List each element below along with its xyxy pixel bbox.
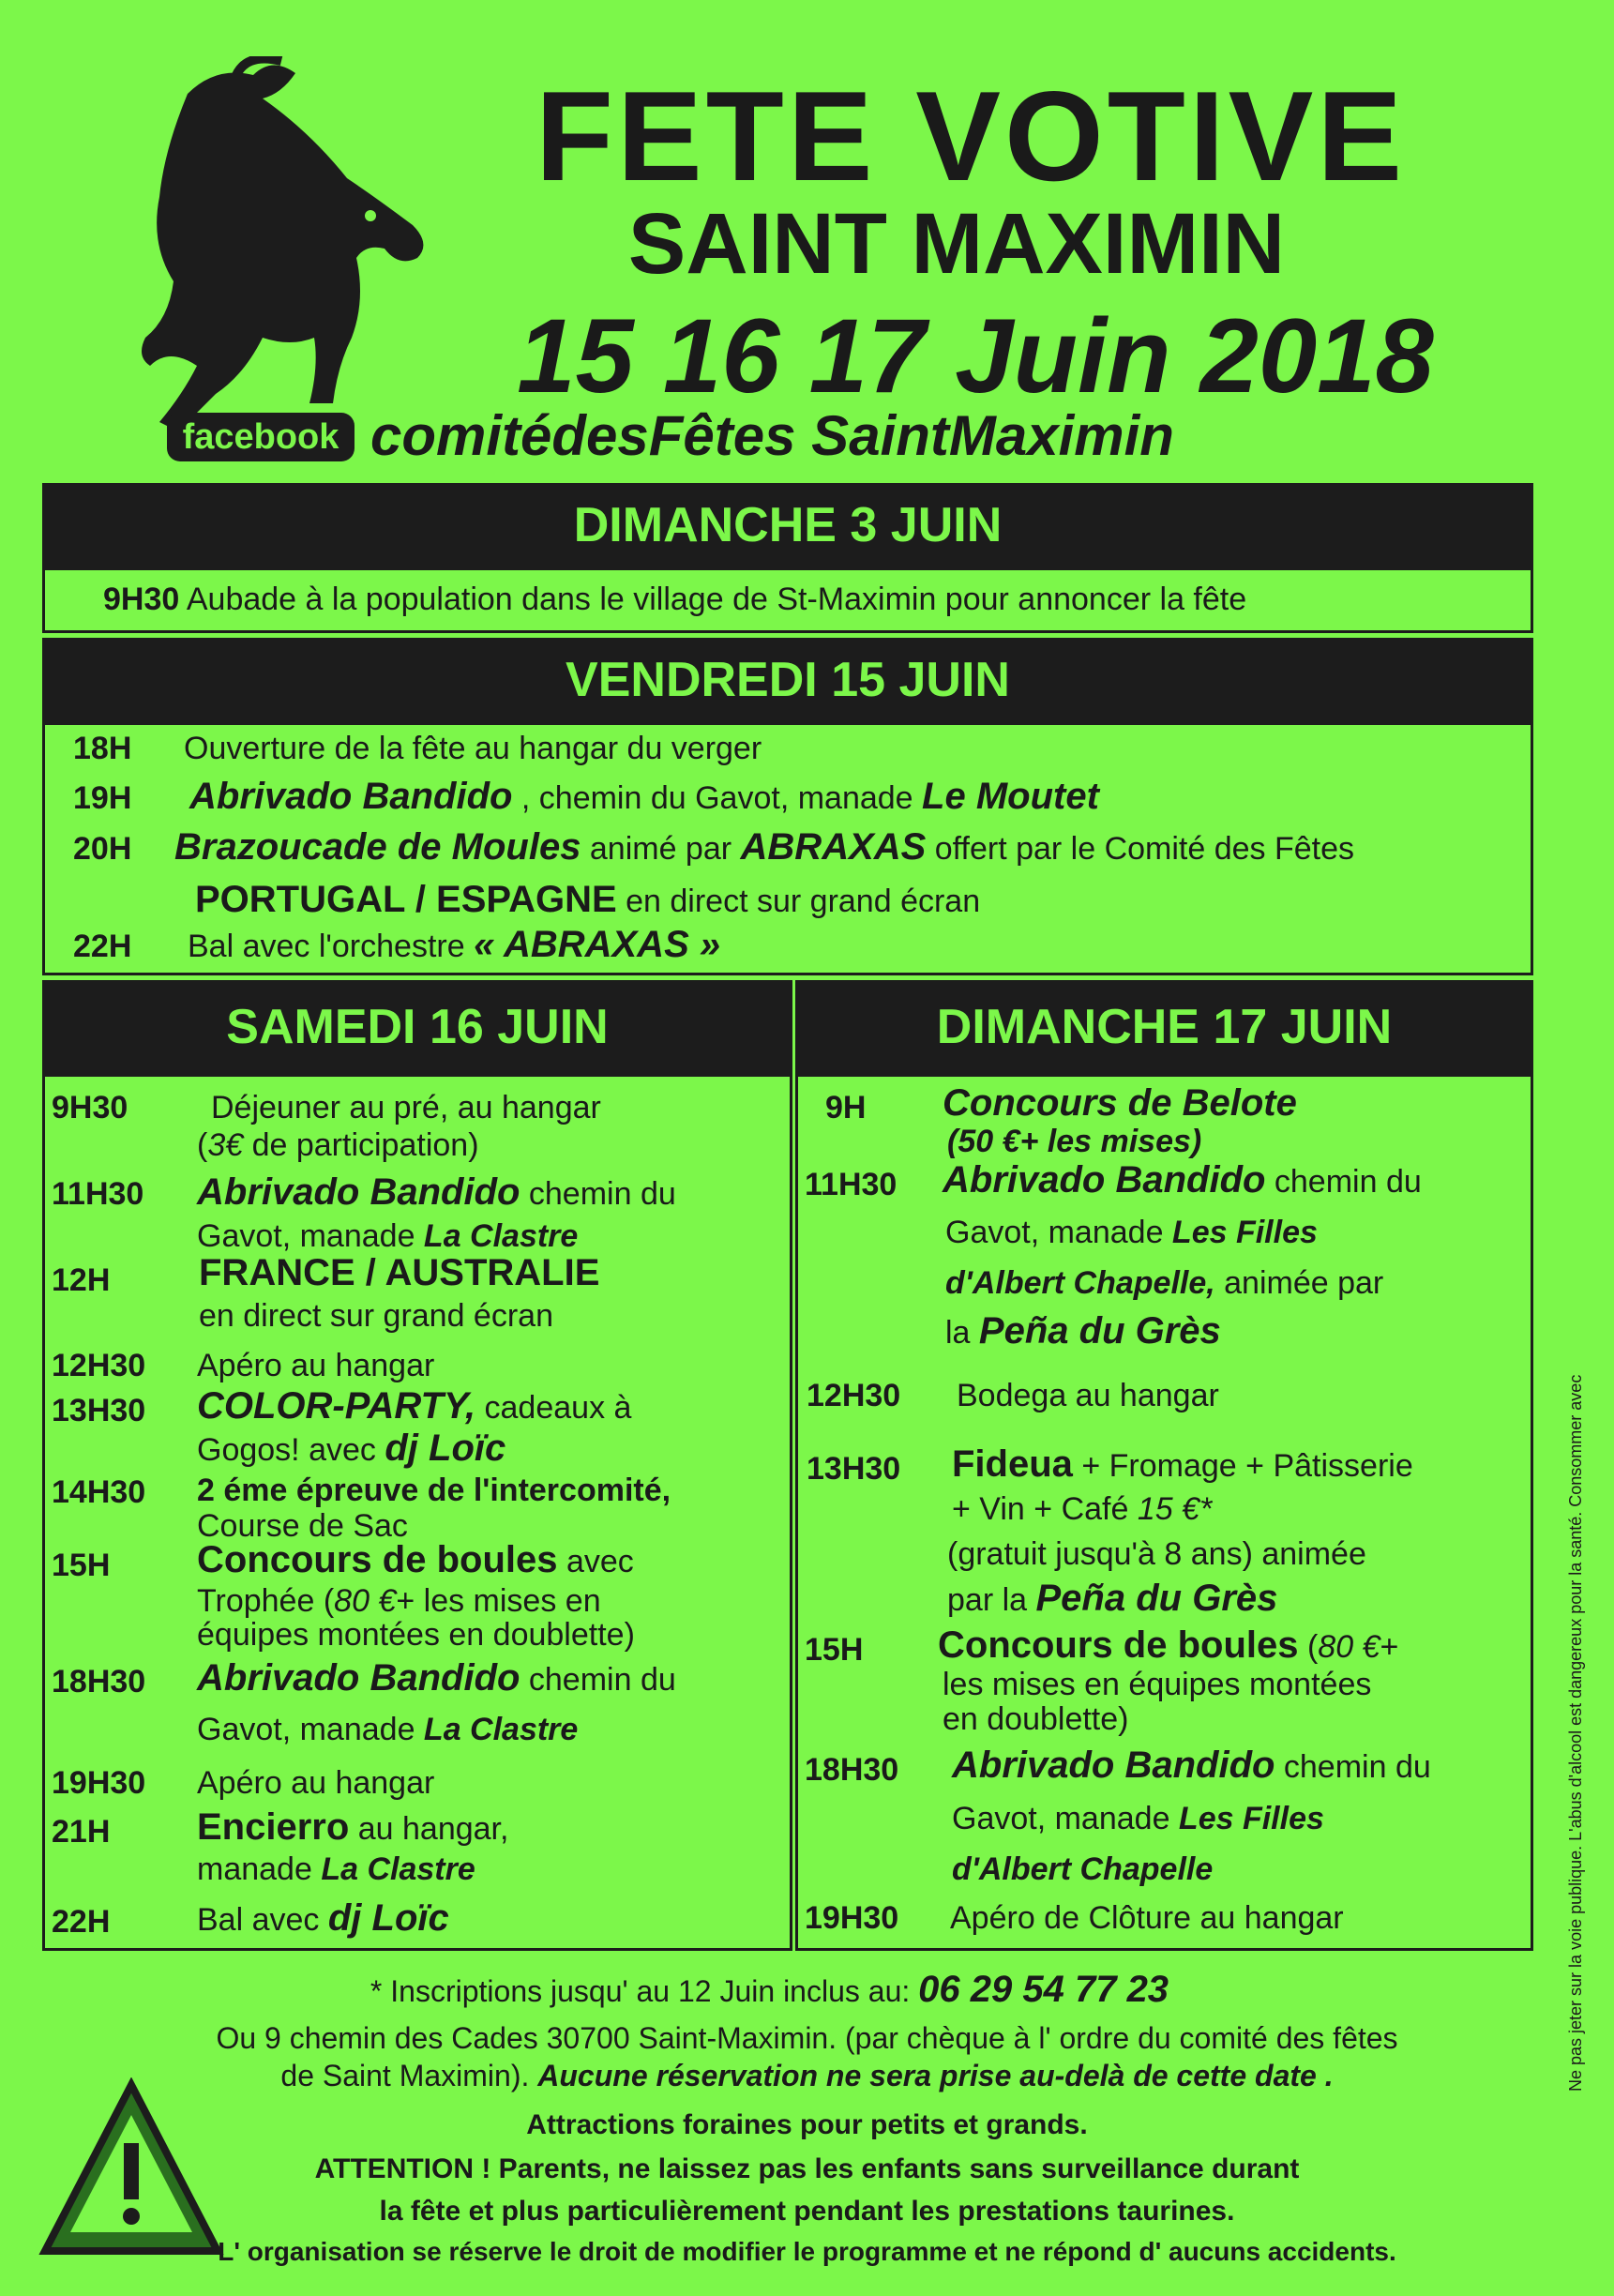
activity-text: offert par le Comité des Fêtes	[926, 831, 1355, 867]
schedule-row	[73, 777, 1099, 818]
activity-line	[947, 1122, 1201, 1161]
activity-text: Bal avec l'orchestre	[188, 929, 475, 964]
time-label: 13H30	[52, 1393, 146, 1428]
activity-highlight: Concours de boules	[197, 1539, 558, 1580]
activity-text: cadeaux à	[475, 1390, 632, 1426]
activity-text: Ouverture de la fête au hangar du verger	[184, 731, 762, 766]
time-label: 14H30	[52, 1474, 146, 1510]
manade-name: La Clastre	[423, 1218, 579, 1254]
activity-line	[947, 1578, 1277, 1620]
activity-text: (gratuit jusqu'à 8 ans) animée	[947, 1536, 1366, 1572]
activity-line	[197, 1386, 631, 1427]
schedule-row	[52, 1391, 145, 1430]
activity-highlight: Abrivado Bandido	[197, 1171, 520, 1213]
activity-text: 2 éme épreuve de l'intercomité,	[197, 1473, 671, 1508]
schedule-row	[52, 1088, 128, 1127]
activity-text: chemin du	[1275, 1749, 1431, 1785]
schedule-row	[805, 1630, 863, 1669]
schedule-row	[52, 1812, 110, 1851]
schedule-row	[825, 1088, 866, 1127]
band-name: « ABRAXAS »	[474, 924, 721, 965]
activity-line	[211, 1088, 601, 1127]
activity-text: Aubade à la population dans le village de St-Maximin pour annoncer la fête	[186, 582, 1247, 617]
schedule-row	[73, 729, 762, 768]
manade-name: Les Filles	[1171, 1215, 1318, 1250]
time-label: 20H	[73, 831, 132, 867]
time-label: 11H30	[805, 1167, 898, 1202]
activity-text: en direct sur grand écran	[616, 884, 981, 919]
activity-text: (	[1298, 1629, 1319, 1665]
manade-name: La Clastre	[321, 1851, 475, 1887]
time-label: 11H30	[52, 1176, 144, 1212]
activity-line	[943, 1665, 1371, 1704]
activity-line	[197, 1346, 434, 1385]
pena-name: Peña du Grès	[978, 1310, 1221, 1352]
activity-line	[199, 1253, 599, 1294]
match-name: PORTUGAL / ESPAGNE	[195, 879, 617, 920]
event-title: FETE VOTIVE	[535, 65, 1407, 207]
time-label: 13H30	[807, 1451, 901, 1487]
activity-text: de participation)	[243, 1127, 479, 1163]
schedule-row	[52, 1261, 110, 1300]
activity-line	[197, 1658, 676, 1699]
time-label: 22H	[73, 929, 132, 964]
schedule-row	[52, 1546, 110, 1585]
activity-text: les mises en équipes montées	[943, 1667, 1372, 1702]
manade-name: La Clastre	[423, 1712, 579, 1747]
schedule-row	[52, 1902, 110, 1941]
activity-line	[945, 1263, 1383, 1303]
price: (50 €+ les mises)	[947, 1124, 1202, 1159]
schedule-row	[195, 880, 980, 921]
activity-text: Gogos! avec	[197, 1432, 385, 1468]
footer-text: * Inscriptions jusqu' au 12 Juin inclus au:	[370, 1974, 919, 2008]
time-label: 12H30	[807, 1378, 901, 1413]
activity-text: Gavot, manade	[197, 1712, 424, 1747]
activity-line	[197, 1471, 671, 1510]
activity-highlight: Concours de boules	[938, 1624, 1299, 1666]
price: 3€	[207, 1127, 244, 1163]
activity-line	[197, 1763, 434, 1803]
footer-address: Ou 9 chemin des Cades 30700 Saint-Maximin. (par chèque à l' ordre du comité des fêtes	[216, 2021, 1398, 2055]
footer-attention: ATTENTION ! Parents, ne laissez pas les enfants sans surveillance durant	[314, 2153, 1300, 2184]
activity-line	[197, 1428, 505, 1470]
activity-text: au hangar,	[349, 1811, 509, 1847]
price: 80 €	[334, 1583, 397, 1619]
activity-text: Course de Sac	[197, 1508, 408, 1544]
activity-text: animée par	[1214, 1265, 1384, 1301]
activity-text: équipes montées en doublette)	[197, 1617, 635, 1653]
facebook-page-name: comitédesFêtes SaintMaximin	[370, 404, 1174, 467]
schedule-row	[73, 925, 720, 966]
activity-text: Bodega au hangar	[957, 1378, 1219, 1413]
schedule-row	[52, 1662, 145, 1701]
event-dates: 15 16 17 Juin 2018	[517, 297, 1434, 415]
activity-text: chemin du	[1265, 1164, 1422, 1200]
time-label: 12H	[52, 1262, 111, 1298]
activity-line	[197, 1125, 479, 1165]
dj-name: dj Loïc	[327, 1897, 449, 1939]
activity-highlight: Encierro	[197, 1806, 350, 1848]
footer-taurine: la fête et plus particulièrement pendant les prestations taurines.	[379, 2196, 1235, 2227]
footer-text: de Saint Maximin).	[280, 2059, 538, 2092]
activity-line	[197, 1710, 578, 1749]
activity-line	[957, 1376, 1219, 1415]
activity-line	[943, 1083, 1297, 1125]
warning-triangle-icon	[38, 2077, 225, 2260]
activity-line	[197, 1850, 475, 1889]
activity-text: Apéro de Clôture au hangar	[950, 1900, 1344, 1936]
activity-line	[938, 1625, 1398, 1667]
schedule-row-dimanche-3	[103, 580, 1246, 619]
time-label: 22H	[52, 1904, 111, 1940]
activity-line	[943, 1699, 1129, 1739]
activity-text: Bal avec	[197, 1902, 328, 1938]
manade-name: Le Moutet	[922, 776, 1099, 817]
activity-text: en direct sur grand écran	[199, 1298, 553, 1334]
schedule-row	[805, 1750, 898, 1790]
dj-name: dj Loïc	[385, 1427, 506, 1469]
activity-text: Gavot, manade	[945, 1215, 1172, 1250]
activity-text: avec	[557, 1544, 634, 1579]
activity-highlight: Concours de Belote	[943, 1082, 1297, 1124]
activity-text: + Vin + Café	[952, 1491, 1138, 1527]
time-label: 9H30	[103, 582, 180, 617]
activity-line	[197, 1216, 578, 1256]
activity-line	[945, 1213, 1318, 1252]
activity-highlight: Fideua	[952, 1443, 1073, 1485]
time-label: 15H	[805, 1632, 864, 1668]
footer-warning: Aucune réservation ne sera prise au-delà de cette date .	[537, 2059, 1334, 2092]
phone-number: 06 29 54 77 23	[918, 1969, 1169, 2010]
schedule-row	[73, 827, 1354, 869]
schedule-row	[52, 1763, 145, 1803]
schedule-row	[807, 1376, 900, 1415]
manade-name: d'Albert Chapelle	[952, 1851, 1214, 1887]
activity-text: chemin du	[520, 1176, 676, 1212]
activity-line	[947, 1534, 1366, 1574]
time-label: 18H30	[52, 1664, 146, 1699]
schedule-row	[807, 1449, 900, 1488]
footer-disclaimer: L' organisation se réserve le droit de modifier le programme et ne répond d' aucuns accidents.	[218, 2237, 1396, 2266]
section-heading-vendredi: VENDREDI 15 JUIN	[42, 638, 1533, 722]
footer-attractions: Attractions foraines pour petits et grands.	[526, 2109, 1088, 2140]
time-label: 21H	[52, 1814, 111, 1850]
activity-line	[943, 1160, 1422, 1201]
activity-highlight: Abrivado Bandido	[952, 1745, 1275, 1786]
schedule-row	[52, 1346, 145, 1385]
section-heading-dimanche-3: DIMANCHE 3 JUIN	[42, 483, 1533, 567]
time-label: 15H	[52, 1548, 111, 1583]
event-location: SAINT MAXIMIN	[627, 196, 1286, 292]
time-label: 9H	[825, 1090, 867, 1125]
activity-highlight: Abrivado Bandido	[189, 776, 513, 817]
bull-illustration	[131, 56, 441, 450]
activity-text: Gavot, manade	[197, 1218, 424, 1254]
activity-line	[197, 1807, 508, 1849]
activity-text: , chemin du Gavot, manade	[512, 780, 923, 816]
activity-line	[197, 1172, 676, 1214]
activity-highlight: Abrivado Bandido	[197, 1657, 520, 1699]
time-label: 12H30	[52, 1348, 146, 1383]
schedule-row	[805, 1165, 897, 1204]
match-name: FRANCE / AUSTRALIE	[199, 1252, 600, 1293]
activity-text: Gavot, manade	[952, 1801, 1179, 1836]
footer-reservation	[0, 2056, 1614, 2095]
activity-text: chemin du	[520, 1662, 676, 1698]
activity-line	[197, 1615, 635, 1654]
activity-highlight: COLOR-PARTY,	[197, 1385, 476, 1427]
footer-inscriptions	[0, 1970, 1576, 2011]
activity-text: en doublette)	[943, 1701, 1129, 1737]
activity-text: Trophée (	[197, 1583, 335, 1619]
section-heading-dimanche-17: DIMANCHE 17 JUIN	[795, 980, 1533, 1074]
schedule-row	[805, 1898, 898, 1938]
activity-text: + Fromage + Pâtisserie	[1072, 1448, 1413, 1484]
activity-line	[952, 1489, 1212, 1529]
activity-text: Apéro au hangar	[197, 1765, 435, 1801]
activity-highlight: Abrivado Bandido	[943, 1159, 1266, 1201]
time-label: 19H	[73, 780, 132, 816]
time-label: 18H	[73, 731, 132, 766]
activity-text: + les mises en	[396, 1583, 601, 1619]
time-label: 9H30	[52, 1090, 128, 1125]
activity-line	[952, 1850, 1213, 1889]
activity-line	[952, 1444, 1413, 1486]
activity-line	[952, 1799, 1324, 1838]
side-health-notice: Ne pas jeter sur la voie publique. L'abus d'alcool est dangereux pour la santé. Consommer avec	[1566, 1374, 1585, 2092]
activity-text: animé par	[581, 831, 741, 867]
activity-line	[197, 1540, 634, 1581]
time-label: 18H30	[805, 1752, 899, 1788]
pena-name: Peña du Grès	[1035, 1578, 1278, 1619]
activity-text: (	[197, 1127, 208, 1163]
activity-text: manade	[197, 1851, 322, 1887]
price: 15 €*	[1137, 1491, 1213, 1527]
schedule-row	[52, 1174, 143, 1214]
activity-line	[197, 1898, 449, 1940]
manade-name: Les Filles	[1178, 1801, 1324, 1836]
price: 80 €	[1318, 1629, 1380, 1665]
activity-text: la	[945, 1315, 979, 1351]
activity-line	[952, 1745, 1431, 1787]
activity-text: +	[1380, 1629, 1399, 1665]
activity-line	[199, 1296, 553, 1336]
activity-text: Déjeuner au pré, au hangar	[211, 1090, 601, 1125]
facebook-badge: facebook	[167, 413, 354, 461]
schedule-row	[52, 1473, 145, 1512]
activity-line	[950, 1898, 1344, 1938]
time-label: 19H30	[52, 1765, 146, 1801]
activity-text: par la	[947, 1582, 1036, 1618]
activity-highlight: Brazoucade de Moules	[174, 826, 581, 868]
time-label: 19H30	[805, 1900, 899, 1936]
band-name: ABRAXAS	[740, 826, 927, 868]
activity-line	[945, 1311, 1221, 1352]
manade-name: d'Albert Chapelle,	[945, 1265, 1215, 1301]
section-heading-samedi: SAMEDI 16 JUIN	[42, 980, 792, 1074]
activity-text: Apéro au hangar	[197, 1348, 435, 1383]
